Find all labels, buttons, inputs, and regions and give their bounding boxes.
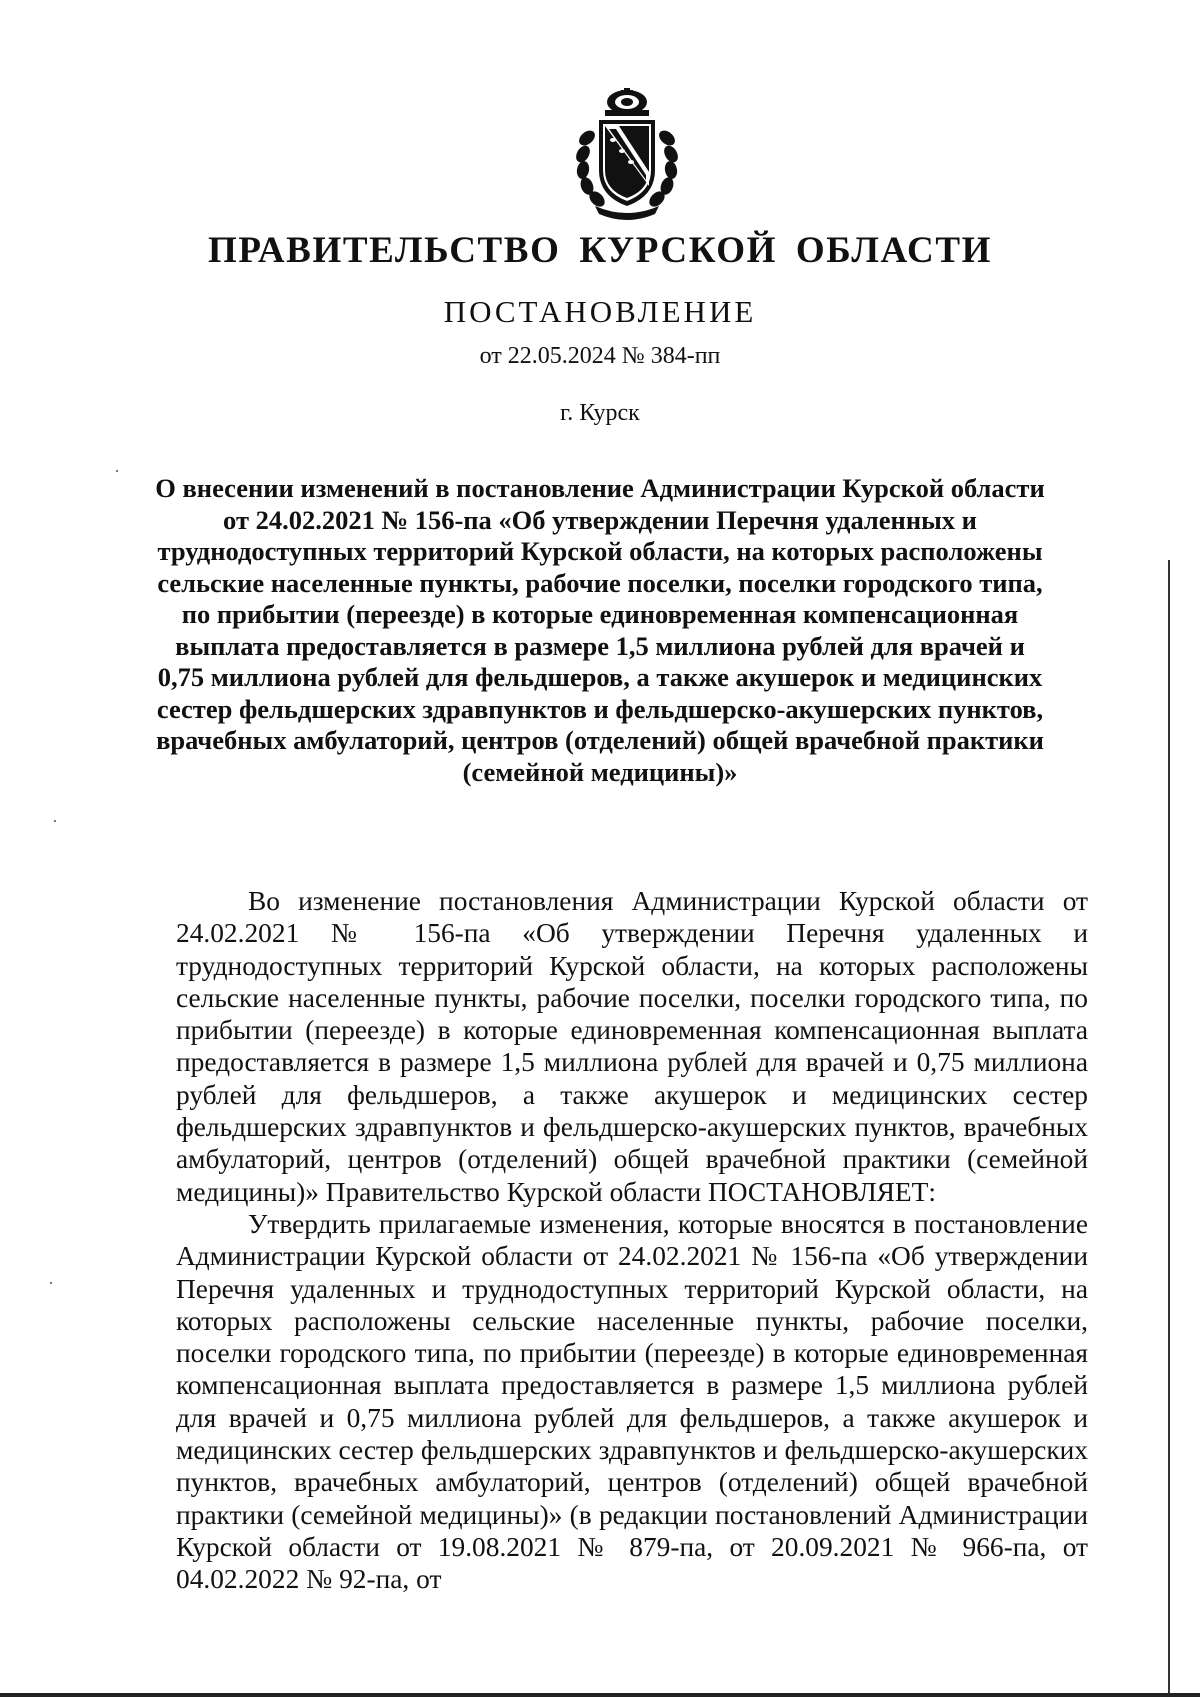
document-type: ПОСТАНОВЛЕНИЕ <box>443 294 757 329</box>
scan-bottom-edge <box>0 1693 1200 1697</box>
coat-of-arms-icon <box>575 88 679 220</box>
body-paragraph: Утвердить прилагаемые изменения, которые вносятся в постановление Администрации Курской области от 24.02.2021 № 156-па «Об утверждении Перечня удаленных и труднодоступных территорий Курской области, на которых расположены сельские населенные пункты, рабочие поселки, поселки городского типа, по прибытии (переезде) в которые единовременная компенсационная выплата предоставляется в размере 1,5 миллиона рублей для врачей и 0,75 миллиона рублей для фельдшеров, а также акушерок и медицинских сестер фельдшерских здравпунктов и фельдшерско-акушерских пунктов, врачебных амбулаторий, центров (отделений) общей врачебной практики (семейной медицины)» (в редакции постановлений Администрации Курской области от 19.08.2021 № 879-па, от 20.09.2021 № 966-па, от 04.02.2022 № 92-па, от <box>176 1208 1088 1595</box>
scan-speck <box>50 1282 52 1284</box>
scan-edge-line <box>1168 560 1170 1697</box>
document-heading: О внесении изменений в постановление Администрации Курской области от 24.02.2021 № 156-па «Об утверждении Перечня удаленных и труднодоступных территорий Курской области, на которых расположены сельские населенные пункты, рабочие поселки, поселки городского типа, по прибытии (переезде) в которые единовременная компенсационная выплата предоставляется в размере 1,5 миллиона рублей для врачей и 0,75 миллиона рублей для фельдшеров, а также акушерок и медицинских сестер фельдшерских здравпунктов и фельдшерско-акушерских пунктов, врачебных амбулаторий, центров (отделений) общей врачебной практики (семейной медицины)» <box>155 473 1045 787</box>
scan-speck <box>116 470 118 472</box>
document-number: от 22.05.2024 № 384-пп <box>479 343 721 369</box>
document-city: г. Курск <box>560 400 640 426</box>
government-title: ПРАВИТЕЛЬСТВО КУРСКОЙ ОБЛАСТИ <box>208 230 992 271</box>
body-paragraph: Во изменение постановления Администрации Курской области от 24.02.2021 № 156-па «Об утверждении Перечня удаленных и труднодоступных территорий Курской области, на которых расположены сельские населенные пункты, рабочие поселки, поселки городского типа, по прибытии (переезде) в которые единовременная компенсационная выплата предоставляется в размере 1,5 миллиона рублей для врачей и 0,75 миллиона рублей для фельдшеров, а также акушерок и медицинских сестер фельдшерских здравпунктов и фельдшерско-акушерских пунктов, врачебных амбулаторий, центров (отделений) общей врачебной практики (семейной медицины)» Правительство Курской области ПОСТАНОВЛЯЕТ: <box>176 886 1088 1207</box>
document-body <box>176 885 1088 1596</box>
scan-speck <box>54 820 56 822</box>
